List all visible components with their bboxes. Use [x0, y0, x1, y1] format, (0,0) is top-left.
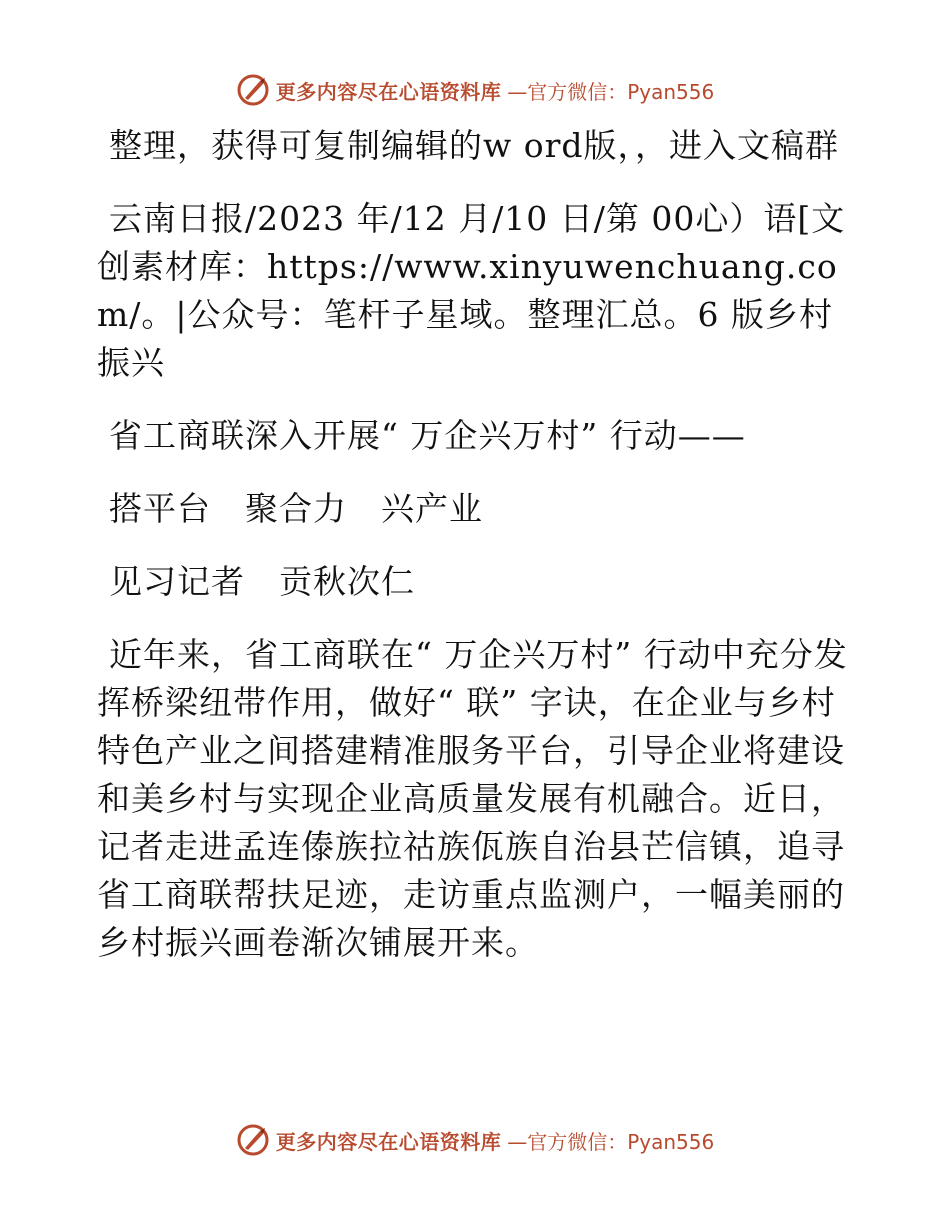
quill-logo-icon	[236, 1123, 270, 1157]
header-banner-sub: —官方微信：Pyan556	[507, 79, 715, 104]
article-body-paragraph: 近年来，省工商联在“ 万企兴万村” 行动中充分发挥桥梁纽带作用，做好“ 联” 字诀，在企业与乡村特色产业之间搭建精准服务平台，引导企业将建设和美乡村与实现企业高质量发展有机融合。近日，记者走进孟连傣族拉祜族佤族自治县芒信镇，追寻省工商联帮扶足迹，走访重点监测户，一幅美丽的乡村振兴画卷渐次铺展开来。	[97, 635, 848, 962]
footer-banner-text: 更多内容尽在心语资料库	[275, 1129, 502, 1154]
header-banner-text: 更多内容尽在心语资料库	[275, 79, 502, 104]
quill-logo-icon	[236, 73, 270, 107]
document-body	[97, 122, 857, 967]
footer-banner-sub: —官方微信：Pyan556	[507, 1129, 715, 1154]
article-headline: 搭平台 聚合力 兴产业	[109, 489, 483, 528]
paragraph-intro: 整理，获得可复制编辑的w ord版，，进入文稿群	[109, 126, 840, 165]
paragraph-source: 云南日报/2023 年/12 月/10 日/第 00心）语[文创素材库：https://www.xinyuwenchuang.com/。|公众号：笔杆子星域。整理汇总。6 版乡村振兴	[97, 199, 846, 382]
footer-watermark-banner	[0, 1122, 950, 1158]
article-byline: 见习记者 贡秋次仁	[109, 562, 415, 601]
article-kicker: 省工商联深入开展“ 万企兴万村” 行动——	[109, 416, 746, 455]
header-watermark-banner	[0, 72, 950, 108]
